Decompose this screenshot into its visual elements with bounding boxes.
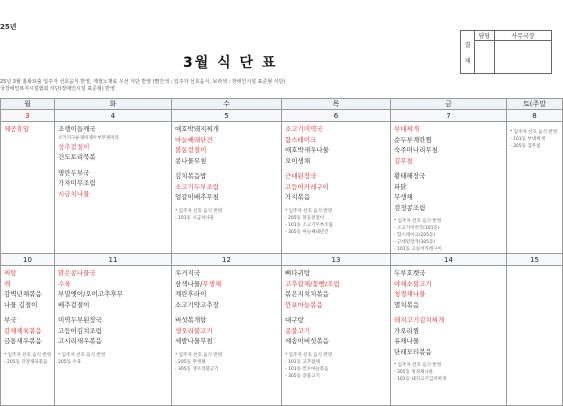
menu-item: 버섯볶개탕 (175, 316, 207, 324)
menu-item: 대구탕 (285, 316, 304, 324)
preference-footnote: - 305동 콩불고기 (285, 373, 320, 379)
menu-item: 부대찌개 (394, 125, 420, 133)
menu-item: 우거지국 (175, 269, 201, 277)
preference-footnote: - 205동 간장제육볶음 (4, 359, 48, 365)
approval-col-manager: 사무국장 (495, 31, 552, 41)
approval-col-staff: 담당 (475, 31, 495, 41)
menu-item: 파닭 (394, 182, 407, 191)
menu-item: 체공휴일 (4, 125, 30, 133)
menu-item: 캐 (4, 279, 11, 288)
menu-item: 황태해장국 (394, 172, 426, 180)
menu-item: 계란후라이 (175, 290, 207, 298)
menu-item: 청경채나물 (394, 290, 426, 298)
preference-footnote: * 입주자 선호 음식 반영 (175, 208, 223, 214)
preference-footnote: - 205동 볼동겉절이 (285, 215, 325, 221)
menu-item: 오이생채 (285, 156, 311, 165)
menu-item: 고등어카레구이 (285, 182, 329, 191)
date-row (1, 254, 563, 266)
menu-item: 삼색나물/무생채 (175, 279, 222, 288)
approval-box (460, 30, 552, 74)
menu-item: 소고기미역국 (285, 125, 323, 133)
preference-footnote: * 입주자 선호 음식 반영 (394, 219, 442, 224)
menu-item: 수육 (58, 279, 71, 288)
date-cell: 12 (172, 254, 282, 266)
menu-item: 김치볶음밥 (175, 172, 207, 180)
year-label: 25년 (0, 23, 17, 31)
preference-footnote: - 101동 시금치나물 (175, 215, 215, 221)
weekday-wed: 수 (172, 99, 282, 110)
preference-footnote: - 305동 생오리불고기 (175, 366, 219, 372)
menu-item: 상추겉절이 (58, 142, 90, 151)
preference-footnote: - 305동 청경채나물 (394, 370, 434, 375)
menu-item: 숙주머나리무침 (394, 146, 438, 154)
menu-item: 부밀옛이/오이고추후무 (58, 290, 123, 298)
menu-cell (55, 122, 172, 254)
menu-item: 검정콩조림 (394, 203, 426, 212)
preference-footnote: * 입주자 선호 음식 반영 (4, 352, 52, 358)
menu-item: 애호박돼지찌개 (175, 125, 219, 133)
menu-item: 고등어김치조림 (58, 326, 102, 335)
menu-item: 나물 김절이 (4, 300, 38, 309)
weekday-fri: 금 (391, 99, 507, 110)
menu-item: 세송이버섯볶음 (285, 337, 329, 345)
preference-footnote: - 101동 부대찌개 (510, 137, 545, 142)
weekday-sat: 토(주말 (507, 99, 563, 110)
menu-cell (507, 266, 563, 406)
menu-item: 소가지구운제비제두부무정미라 (58, 135, 119, 141)
menu-item: 야채소불고기 (394, 279, 432, 288)
menu-item: 조랭이들깨국 (58, 125, 96, 133)
menu-item: 무생채 (394, 193, 413, 201)
menu-cell (391, 266, 507, 406)
menu-notes (0, 79, 440, 93)
preference-footnote: - 함스테이크(205동) (394, 233, 436, 238)
preference-footnote: - 근대된장국(305동) (394, 240, 436, 245)
menu-item: 소고기두부조림 (175, 182, 219, 191)
menu-item: 애호박새우나물 (285, 146, 329, 154)
weekday-header-row (1, 99, 563, 110)
preference-footnote: * 입주자 선호 음식 반영 (510, 130, 558, 135)
date-cell: 11 (55, 254, 172, 266)
date-cell: 3 (1, 110, 55, 122)
date-row (1, 110, 563, 122)
menu-cell (1, 266, 55, 406)
weekday-mon: 월 (1, 99, 55, 110)
preference-footnote: * 입주자 선호 음식 반영 (285, 208, 333, 214)
date-cell: 10 (1, 254, 55, 266)
menu-item: 소고기약고추장 (175, 300, 219, 309)
weekday-tue: 화 (55, 99, 172, 110)
menu-item: 뼈다귀탕 (285, 269, 311, 277)
approval-side-top: 결 (464, 41, 471, 49)
preference-footnote: - 101동 고추잡채 (285, 359, 320, 365)
menu-item: 마늘쌔돼단건 (175, 135, 213, 144)
menu-item: 갈채제육볶음 (4, 326, 42, 335)
approval-side-label (461, 31, 475, 74)
preference-footnote: 205동 수육 (58, 359, 82, 365)
preference-footnote: - 305동 김무침 (510, 144, 541, 149)
date-cell: 4 (55, 110, 172, 122)
menu-item: 맑은콩나물국 (58, 269, 96, 277)
date-cell: 14 (391, 254, 507, 266)
menu-item: 시금치나물 (58, 189, 90, 198)
menu-cell (282, 266, 391, 406)
approval-side-bottom: 재 (464, 57, 471, 65)
page-title: 3월 식 단 표 (183, 55, 278, 71)
preference-footnote: - 101동 소고기두부조림 (285, 222, 333, 228)
menu-cell (507, 122, 563, 254)
menu-item: 금통새우볶음 (4, 337, 42, 345)
menu-item: 가지볶음 (285, 193, 311, 201)
preference-footnote: * 입주자 선호 음식 반영 (175, 352, 223, 358)
menu-item: 콩불고기 (285, 326, 311, 335)
menu-item: 감벽년채볶음 (4, 290, 42, 298)
menu-item: 돼지고기김치찌개 (394, 316, 445, 324)
date-cell: 15 (507, 254, 563, 266)
menu-item: 찌탕 (4, 269, 17, 277)
menu-item: 건도토리묵볶 (58, 153, 96, 161)
menu-item: 배추겉절이 (58, 300, 90, 309)
menu-cell (391, 122, 507, 254)
menu-cell (172, 122, 282, 254)
preference-footnote: - 305동 마늘쌔돼단건 (285, 229, 329, 235)
menu-item: 명란두부국 (58, 168, 90, 177)
preference-footnote: * 입주자 선호 음식 반영 (394, 363, 442, 368)
date-cell: 6 (282, 110, 391, 122)
menu-item: 순두부계란찜 (394, 135, 432, 144)
date-cell: 7 (391, 110, 507, 122)
menu-item: 가자미무조림 (58, 179, 96, 187)
menu-item: 멸치볶음 (394, 300, 420, 309)
menu-item: 콩나물무침 (175, 156, 207, 165)
note-line-2: 국장애인복지시설협회 식단(장애인시설 표준형) 반영 (0, 86, 115, 92)
preference-footnote: * 입주자 선호 음식 반영 (58, 352, 106, 358)
menu-item: 김무침 (394, 156, 413, 165)
date-cell: 13 (282, 254, 391, 266)
menu-item: 세발나물무침 (175, 337, 213, 345)
menu-item: 유채나물 (394, 337, 420, 345)
menu-item: 가오리찜 (394, 326, 420, 335)
preference-footnote: - 101동 고등어카레구이 (394, 247, 442, 252)
menu-cell (172, 266, 282, 406)
menu-item: 부국 (4, 316, 17, 324)
preference-footnote: - 101동 깐포마늘볶음 (285, 366, 329, 372)
approval-sign-manager[interactable] (495, 41, 552, 74)
menu-cell (55, 266, 172, 406)
menu-item: 생오리불고기 (175, 326, 213, 335)
menu-cell (282, 122, 391, 254)
menu-row (1, 266, 563, 406)
weekday-thu: 목 (282, 99, 391, 110)
menu-item: 함스테이크 (285, 135, 317, 144)
note-line-1: 25년 3월 홈화되출 입주자 선호음식 반영, 계절노재료 우선 식단 반영 (빨간색 : 입주자 선호음식, 보라색 : 장애인시설 표준형 식단) (0, 79, 286, 85)
date-cell: 5 (172, 110, 282, 122)
menu-item: 얼갈이배추무침 (175, 193, 219, 201)
date-cell: 8 (507, 110, 563, 122)
preference-footnote: - 205동 무생채 (175, 359, 206, 365)
menu-item: 고시리새우볶음 (58, 337, 102, 345)
menu-item: 볶은지치치볶음 (285, 290, 329, 298)
menu-row (1, 122, 563, 254)
menu-item: 단래모티볶음 (394, 347, 432, 356)
menu-item: 깐포마늘볶음 (285, 300, 323, 309)
approval-sign-staff[interactable] (475, 41, 495, 74)
menu-item: 미역두부된장국 (58, 316, 102, 324)
preference-footnote: - 101동 돼지고기김치찌개 (394, 377, 447, 382)
menu-cell (1, 122, 55, 254)
menu-item: 고추잡채/꽃빵/조림 (285, 279, 340, 288)
menu-item: 두부호켓국 (394, 269, 426, 277)
preference-footnote: - 소고기미역국(101동) (394, 226, 440, 231)
menu-item: 근대된장국 (285, 172, 317, 180)
menu-table (0, 98, 563, 406)
menu-item: 볼동겉절이 (175, 146, 207, 154)
preference-footnote: * 입주자 선호 음식 반영 (285, 352, 333, 358)
